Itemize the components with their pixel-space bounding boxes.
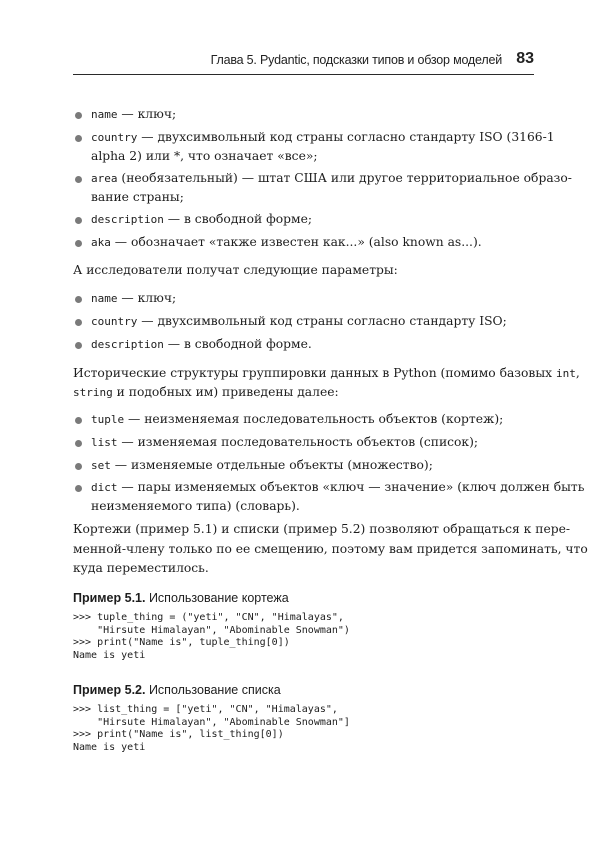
bullet-icon xyxy=(75,440,82,447)
list-item: area (необязательный) — штат США или другое территориальное образо- xyxy=(91,171,572,185)
bullet-icon xyxy=(75,485,82,492)
running-header xyxy=(73,50,534,75)
list-item: country — двухсимвольный код страны согласно стандарту ISO; xyxy=(91,314,507,328)
list-item: name — ключ; xyxy=(91,107,177,121)
bullet-icon xyxy=(75,463,82,470)
code-listing: >>> list_thing = ["yeti", "CN", "Himalayas", "Hirsute Himalayan", "Abominable Snowman"] >>> print("Name is", list_thing[0]) Name is yeti xyxy=(73,704,350,753)
bullet-icon xyxy=(75,217,82,224)
bullet-icon xyxy=(75,296,82,303)
bullet-icon xyxy=(75,417,82,424)
code-listing: >>> tuple_thing = ("yeti", "CN", "Himalayas", "Hirsute Himalayan", "Abominable Snowman") >>> print("Name is", tuple_thing[0]) Name is yeti xyxy=(73,612,350,661)
list-item: dict — пары изменяемых объектов «ключ — значение» (ключ должен быть xyxy=(91,480,585,494)
page-number: 83 xyxy=(516,50,534,67)
list-item: description — в свободной форме; xyxy=(91,212,312,226)
list-item-continuation: alpha 2) или *, что означает «все»; xyxy=(91,149,318,163)
paragraph-line: string и подобных им) приведены далее: xyxy=(73,385,339,399)
paragraph: А исследователи получат следующие параметры: xyxy=(73,263,398,277)
list-item: country — двухсимвольный код страны согласно стандарту ISO (3166-1 xyxy=(91,130,555,144)
list-item: aka — обозначает «также известен как...» (also known as...). xyxy=(91,235,482,249)
bullet-icon xyxy=(75,342,82,349)
paragraph-line: куда переместилось. xyxy=(73,561,209,575)
chapter-title: Глава 5. Pydantic, подсказки типов и обзор моделей xyxy=(210,53,502,67)
bullet-icon xyxy=(75,176,82,183)
list-item: set — изменяемые отдельные объекты (множество); xyxy=(91,458,433,472)
list-item: tuple — неизменяемая последовательность объектов (кортеж); xyxy=(91,412,504,426)
paragraph: Кортежи (пример 5.1) и списки (пример 5.2) позволяют обращаться к пере- xyxy=(73,522,571,536)
example-caption: Пример 5.1. Использование кортежа xyxy=(73,591,289,605)
bullet-icon xyxy=(75,135,82,142)
list-item: list — изменяемая последовательность объектов (список); xyxy=(91,435,479,449)
list-item: description — в свободной форме. xyxy=(91,337,312,351)
bullet-icon xyxy=(75,112,82,119)
paragraph: Исторические структуры группировки данных в Python (помимо базовых int, xyxy=(73,366,580,380)
list-item-continuation: неизменяемого типа) (словарь). xyxy=(91,499,300,513)
example-caption: Пример 5.2. Использование списка xyxy=(73,683,281,697)
list-item-continuation: вание страны; xyxy=(91,190,184,204)
list-item: name — ключ; xyxy=(91,291,177,305)
bullet-icon xyxy=(75,240,82,247)
paragraph-line: менной-члену только по ее смещению, поэтому вам придется запоминать, что xyxy=(73,542,588,556)
bullet-icon xyxy=(75,319,82,326)
